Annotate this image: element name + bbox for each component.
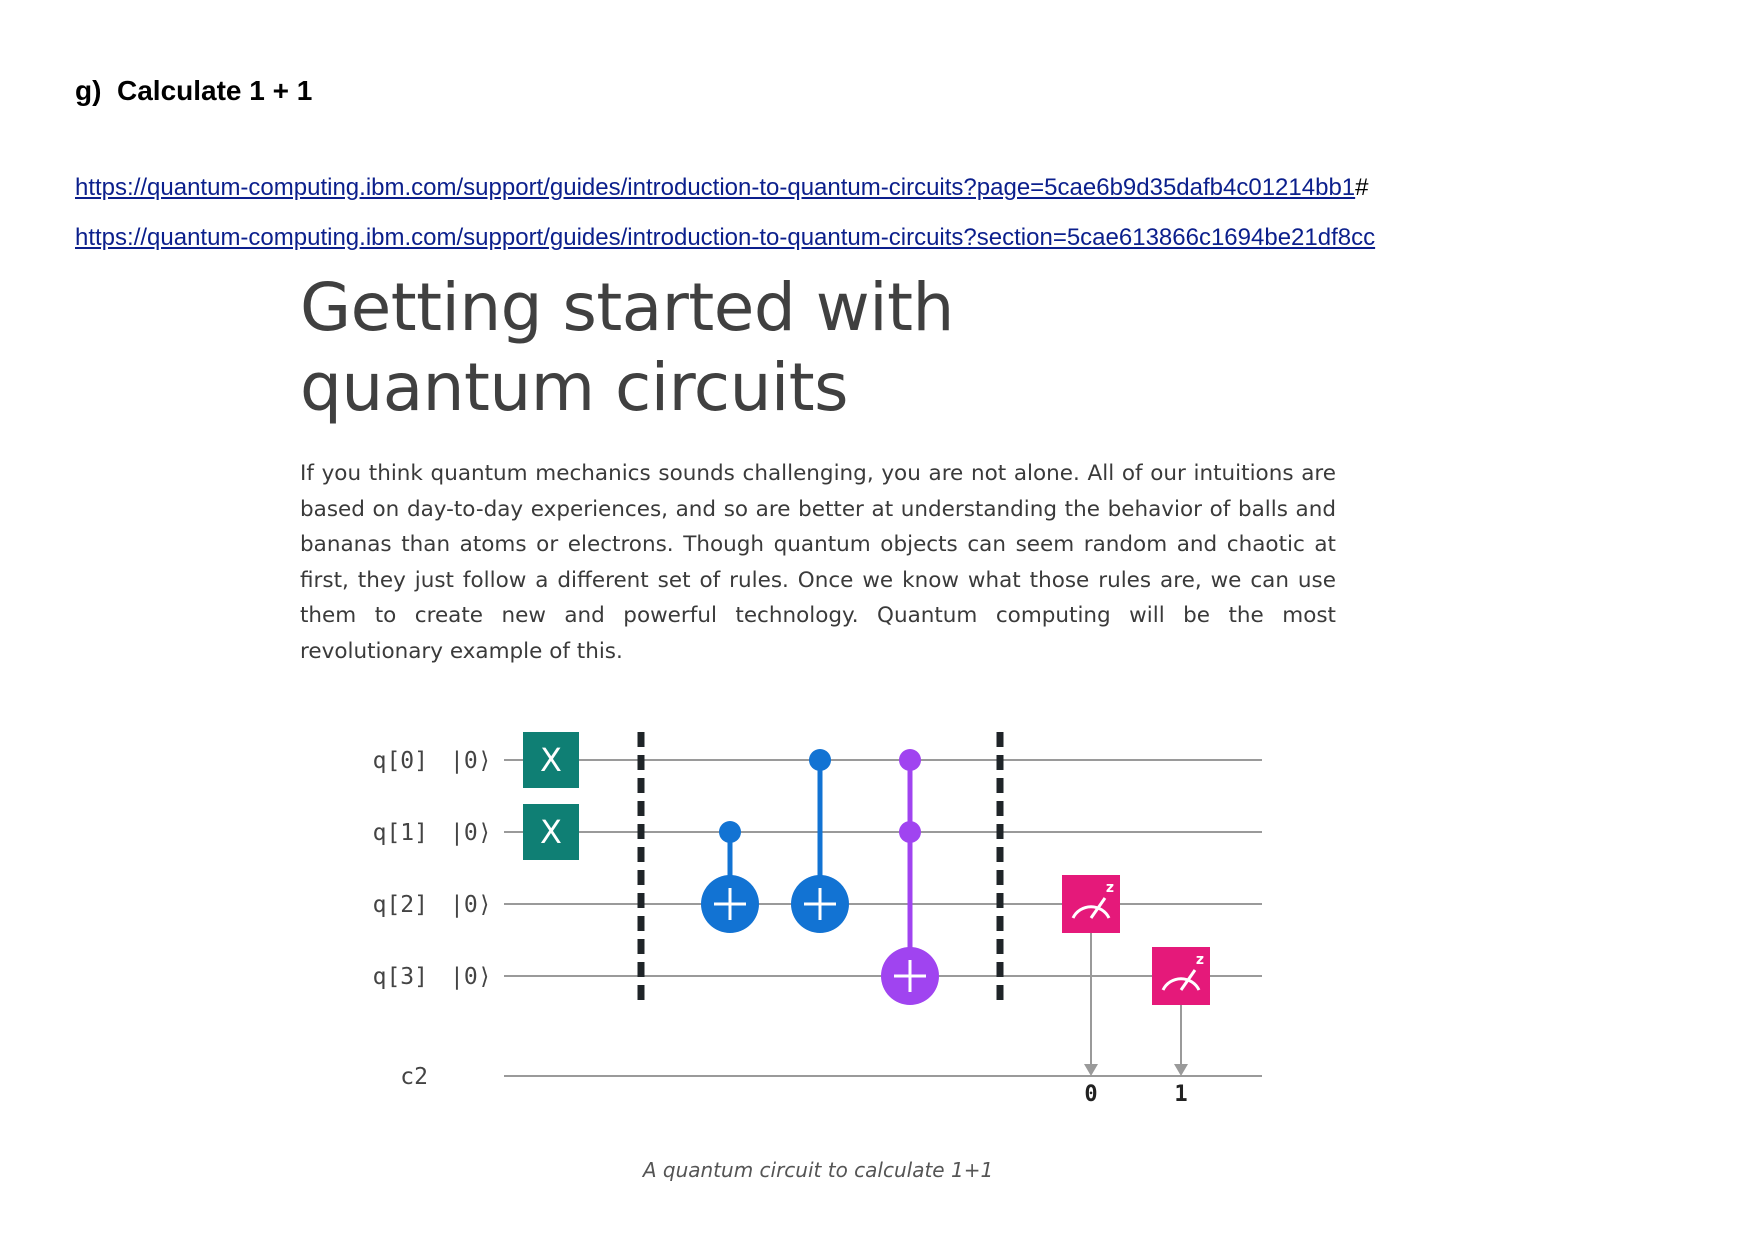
figure-caption: A quantum circuit to calculate 1+1 — [642, 1158, 994, 1182]
embed-title: Getting started with quantum circuits — [300, 269, 954, 426]
reference-link-line-2 — [75, 223, 1375, 253]
reference-link-line-1 — [75, 173, 1369, 203]
reference-link-1[interactable]: https://quantum-computing.ibm.com/support/guides/introduction-to-quantum-circuits?page=5cae6b9d35dafb4c01214bb1 — [75, 174, 1356, 201]
qubit-label: q[1] — [372, 820, 428, 846]
qubit-initial-state: |0⟩ — [450, 748, 492, 774]
embedded-screenshot — [300, 268, 1340, 669]
section-title: Calculate 1 + 1 — [117, 75, 313, 106]
control-dot — [899, 749, 921, 771]
classical-register-label: c2 — [400, 1064, 428, 1090]
measure-basis-label: z — [1105, 880, 1115, 896]
section-heading — [75, 74, 312, 108]
x-gate-label: X — [540, 741, 562, 779]
section-label: g) — [75, 75, 102, 106]
classical-bit-label: 1 — [1174, 1082, 1188, 1107]
measure-basis-label: z — [1195, 952, 1205, 968]
qubit-label: q[3] — [372, 964, 428, 990]
qubit-initial-state: |0⟩ — [450, 892, 492, 918]
qubit-label: q[2] — [372, 892, 428, 918]
reference-link-2[interactable]: https://quantum-computing.ibm.com/support/guides/introduction-to-quantum-circuits?section=5cae613866c1694be21df8cc — [75, 224, 1376, 251]
quantum-circuit-diagram — [330, 700, 1290, 1140]
qubit-initial-state: |0⟩ — [450, 964, 492, 990]
x-gate-label: X — [540, 813, 562, 851]
measure-arrow — [1084, 1064, 1098, 1076]
qubit-initial-state: |0⟩ — [450, 820, 492, 846]
control-dot — [809, 749, 831, 771]
embed-body-text: If you think quantum mechanics sounds challenging, you are not alone. All of our intuitions are based on day-to-day experiences, and so are better at understanding the behavior of balls and bananas than atoms or electrons. Though quantum objects can seem random and chaotic at first, they just follow a different set of rules. Once we know what those rules are, we can use them to create new and powerful technology. Quantum computing will be the most revolutionary example of this. — [300, 461, 1336, 664]
measure-arrow — [1174, 1064, 1188, 1076]
control-dot — [719, 821, 741, 843]
reference-link-1-suffix: # — [1355, 174, 1369, 201]
classical-bit-label: 0 — [1084, 1082, 1098, 1107]
qubit-label: q[0] — [372, 748, 428, 774]
control-dot — [899, 821, 921, 843]
